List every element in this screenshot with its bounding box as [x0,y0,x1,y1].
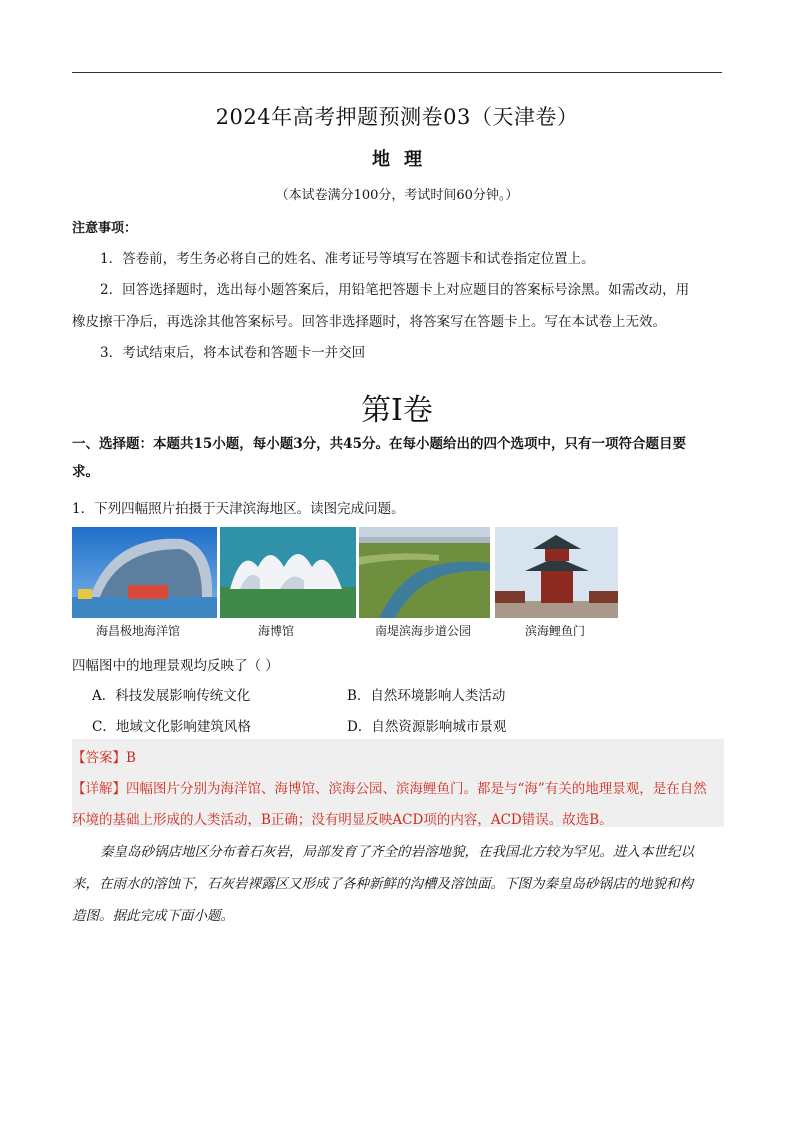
option-a: A．科技发展影响传统文化 [92,688,251,704]
question-1-prompt: 四幅图中的地理景观均反映了（ ） [72,658,279,674]
passage-line-1: 秦皇岛砂锅店地区分布着石灰岩，局部发育了齐全的岩溶地貌，在我国北方较为罕见。进入本世纪以 [100,844,694,860]
subject-title: 地理 [372,149,436,170]
option-c: C．地域文化影响建筑风格 [92,719,251,735]
section-heading [72,430,724,486]
notice-item-2: 2．回答选择题时，选出每小题答案后，用铅笔把答题卡上对应题目的答案标号涂黑。如需改动，用 [100,282,690,298]
passage-line-2: 来，在雨水的溶蚀下，石灰岩裸露区又形成了各种新鲜的沟槽及溶蚀面。下图为秦皇岛砂锅店的地貌和构 [72,876,693,892]
photo-caption-3: 南堤滨海步道公园 [375,624,472,638]
score-note: （本试卷满分100分，考试时间60分钟。） [275,188,519,203]
question-1-stem: 1．下列四幅照片拍摄于天津滨海地区。读图完成问题。 [72,501,405,517]
analysis-line-2: 环境的基础上形成的人类活动，B正确；没有明显反映ACD项的内容，ACD错误。故选B。 [72,812,613,828]
photo-caption-1: 海昌极地海洋馆 [96,624,181,638]
notice-item-3: 3．考试结束后，将本试卷和答题卡一并交回 [100,345,366,361]
section-line-1: 一、选择题：本题共15小题，每小题3分，共45分。在每小题给出的四个选项中，只有一项符合题目要 [72,436,686,452]
answer-text: 【答案】B [72,750,136,766]
notice-item-2-cont: 橡皮擦干净后，再选涂其他答案标号。回答非选择题时，将答案写在答题卡上。写在本试卷上无效。 [72,314,666,330]
photo-ocean-aquarium [72,527,217,618]
photo-coastal-park [359,527,490,618]
notice-heading: 注意事项： [72,221,138,236]
notice-item-1: 1．答卷前，考生务必将自己的姓名、准考证号等填写在答题卡和试卷指定位置上。 [100,251,595,267]
photo-caption-2: 海博馆 [258,624,295,638]
analysis-line-1: 【详解】四幅图片分别为海洋馆、海博馆、滨海公园、滨海鲤鱼门。都是与“海”有关的地理景观，是在自然 [72,781,707,797]
passage-line-3: 造图。据此完成下面小题。 [72,908,234,924]
option-b: B．自然环境影响人类活动 [347,688,506,704]
volume-title: 第I卷 [361,393,433,428]
header-rule [72,72,722,73]
photo-carp-gate [495,527,618,618]
photo-maritime-museum [220,527,356,618]
photo-caption-4: 滨海鲤鱼门 [525,624,586,638]
section-line-2: 求。 [72,464,99,480]
exam-title: 2024年高考押题预测卷03（天津卷） [215,105,579,129]
option-d: D．自然资源影响城市景观 [347,719,507,735]
